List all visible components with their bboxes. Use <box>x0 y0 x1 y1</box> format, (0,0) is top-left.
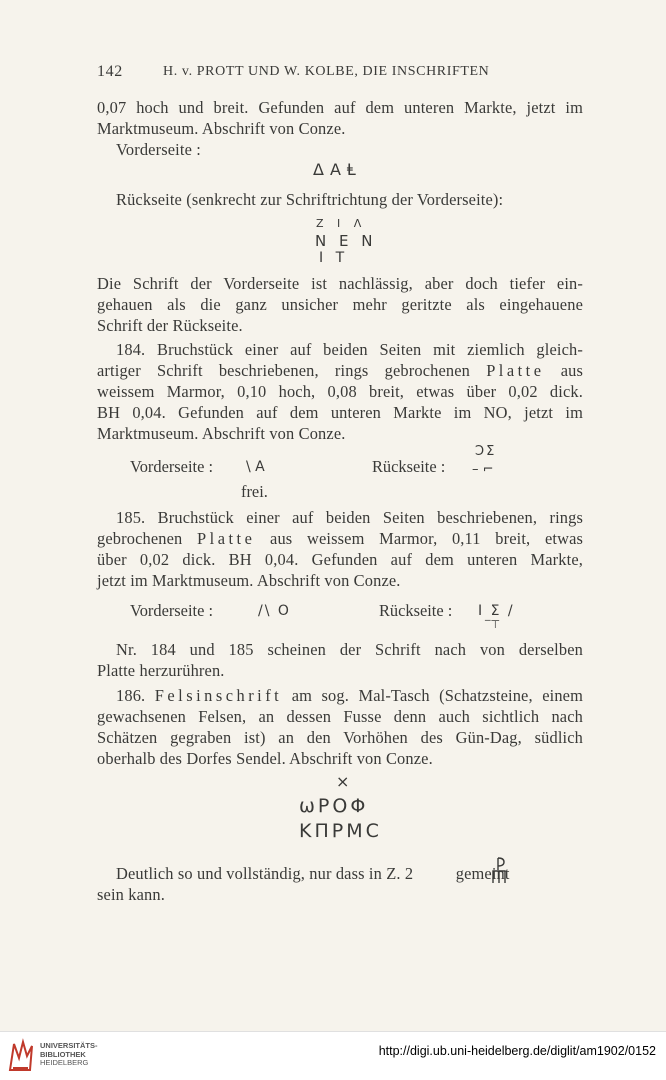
text-line: Marktmuseum. Abschrift von Conze. <box>97 424 346 443</box>
text-line: Schrift der Rückseite. <box>97 316 243 335</box>
text-line: weissem Marmor, 0,10 hoch, 0,08 breit, etwas über 0,02 dick. <box>97 382 583 401</box>
text-line <box>116 864 583 884</box>
back-label-184: Rückseite : <box>372 457 446 476</box>
text-line: BH 0,04. Gefunden auf dem unteren Markte im NO, jetzt im <box>97 403 583 422</box>
inscription-186-line3: ΚΠΡΜC <box>299 820 382 842</box>
source-url-link[interactable]: http://digi.ub.uni-heidelberg.de/diglit/am1902/0152 <box>378 1044 656 1058</box>
text-span: aus <box>560 361 583 380</box>
text-span: artiger Schrift beschriebenen, rings gebrochenen <box>97 361 471 380</box>
viewer-footer <box>0 1031 666 1080</box>
front-label-185: Vorderseite : <box>130 601 213 620</box>
inscription-front-185: /\ O <box>258 603 291 619</box>
text-span: am sog. Mal-Tasch (Schatzsteine, einem <box>291 686 584 705</box>
inscription-front-184: \ A <box>246 459 265 475</box>
text-line <box>97 529 583 549</box>
text-line: Vorderseite : <box>116 140 201 159</box>
inscription-back-184-line2: – ⌐ <box>472 462 494 477</box>
text-span: 186. <box>116 686 146 705</box>
inscription-186-line2: ωΡΟΦ <box>299 795 369 817</box>
text-span: aus weissem Marmor, 0,11 breit, etwas <box>270 529 584 548</box>
text-line: Die Schrift der Vorderseite ist nachlässig, aber doch tiefer ein- <box>97 274 583 293</box>
inscription-186-line1: × <box>336 772 350 791</box>
note-frei: frei. <box>241 482 268 501</box>
text-line: oberhalb des Dorfes Sendel. Abschrift von Conze. <box>97 749 433 768</box>
text-line <box>97 361 583 381</box>
back-label-185: Rückseite : <box>379 601 453 620</box>
text-line: 185. Bruchstück einer auf beiden Seiten beschriebenen, rings <box>116 508 583 527</box>
text-line: Platte herzurühren. <box>97 661 225 680</box>
text-line: Nr. 184 und 185 scheinen der Schrift nach von derselben <box>116 640 583 659</box>
running-title: H. v. PROTT UND W. KOLBE, DIE INSCHRIFTEN <box>163 64 490 79</box>
text-line: Marktmuseum. Abschrift von Conze. <box>97 119 346 138</box>
emphasized-word: Felsinschrift <box>154 686 283 705</box>
inscription-back-185-line2: ‾⊤ <box>485 618 501 631</box>
text-line: 184. Bruchstück einer auf beiden Seiten mit ziemlich gleich- <box>116 340 583 359</box>
inscription-back-185-line1: I Σ / <box>478 603 515 619</box>
emphasized-word: Platte <box>197 529 256 548</box>
inscription-back-line1: Z I Λ <box>316 217 367 230</box>
inscription-front-183: ΔAⱠ <box>313 160 362 179</box>
text-line: Rückseite (senkrecht zur Schriftrichtung der Vorderseite): <box>116 190 504 209</box>
text-span: gebrochenen <box>97 529 183 548</box>
emphasized-word: Platte <box>486 361 545 380</box>
text-line: über 0,02 dick. BH 0,04. Gefunden auf dem unteren Markte, <box>97 550 583 569</box>
text-line: Schätzen gegraben ist) an den Vorhöhen des Gün-Dag, südlich <box>97 728 583 747</box>
text-line: sein kann. <box>97 885 165 904</box>
text-line: 0,07 hoch und breit. Gefunden auf dem unteren Markte, jetzt im <box>97 98 583 117</box>
front-label-184: Vorderseite : <box>130 457 213 476</box>
page-number: 142 <box>97 63 123 80</box>
ligature-glyph-icon <box>490 856 510 886</box>
library-name-line: UNIVERSITÄTS- <box>40 1041 98 1050</box>
library-name <box>40 1042 98 1068</box>
inscription-back-line2: N E Ν <box>315 232 377 250</box>
text-span: Deutlich so und vollständig, nur dass in Z. 2 <box>116 864 414 883</box>
library-logo-icon <box>8 1038 34 1072</box>
library-name-line: HEIDELBERG <box>40 1058 89 1067</box>
library-name-line: BIBLIOTHEK <box>40 1049 86 1059</box>
text-line: gehauen als die ganz unsicher mehr geritzte als eingehauene <box>97 295 583 314</box>
inscription-back-184-line1: ϽΣ <box>475 444 497 459</box>
text-span: gemeint <box>455 864 510 883</box>
text-line <box>116 686 583 706</box>
text-line: jetzt im Marktmuseum. Abschrift von Conze. <box>97 571 401 590</box>
inscription-back-line3: I T <box>319 250 349 266</box>
text-line: gewachsenen Felsen, an dessen Fusse denn auch sichtlich nach <box>97 707 583 726</box>
